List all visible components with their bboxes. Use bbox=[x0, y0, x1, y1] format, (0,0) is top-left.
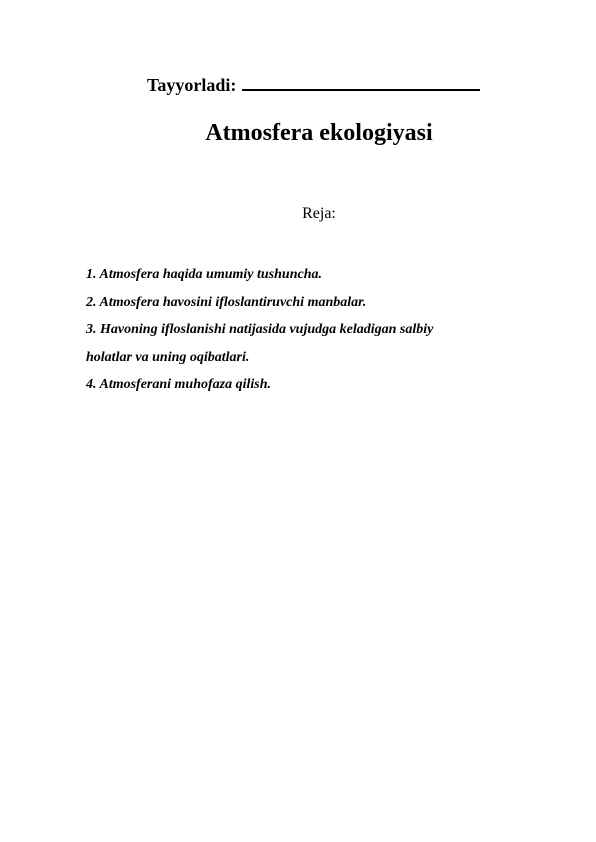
plan-item: 1. Atmosfera haqida umumiy tushuncha. bbox=[86, 267, 322, 282]
document-title: Atmosfera ekologiyasi bbox=[205, 120, 433, 146]
plan-item: 2. Atmosfera havosini ifloslantiruvchi manbalar. bbox=[86, 294, 367, 310]
prepared-by-line bbox=[147, 73, 480, 96]
plan-list bbox=[86, 261, 526, 399]
plan-item: 3. Havoning ifloslanishi natijasida vujudga keladigan salbiy bbox=[86, 322, 434, 337]
prepared-by-blank bbox=[242, 73, 480, 91]
plan-item-continuation: holatlar va uning oqibatlari. bbox=[86, 349, 250, 365]
plan-heading: Reja: bbox=[302, 205, 336, 222]
prepared-by-label: Tayyorladi: bbox=[147, 75, 237, 95]
plan-item: 4. Atmosferani muhofaza qilish. bbox=[86, 377, 272, 392]
